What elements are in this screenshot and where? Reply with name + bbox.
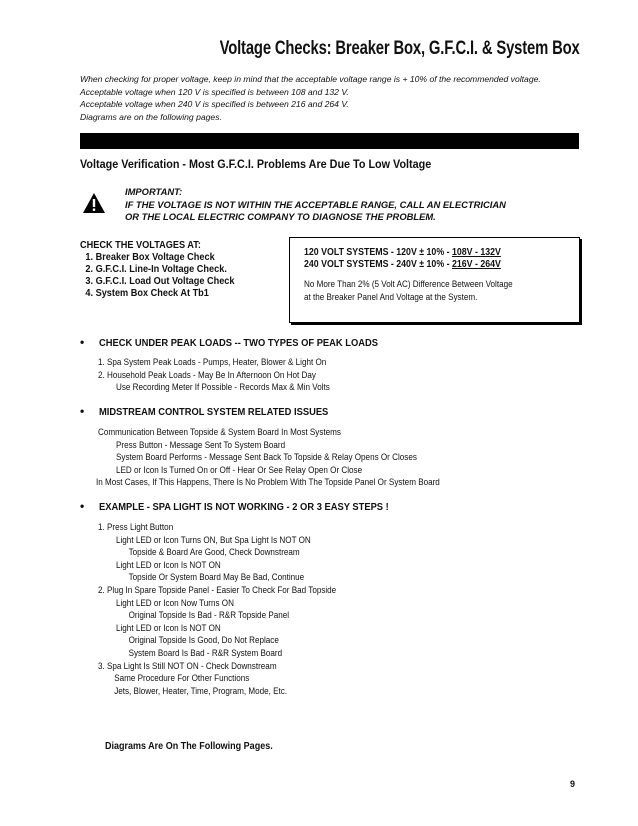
check-voltages-heading: CHECK THE VOLTAGES AT: [80,240,201,251]
bullet-heading-midstream [80,404,354,418]
section-heading: Voltage Verification - Most G.F.C.I. Problems Are Due To Low Voltage [80,157,432,171]
text-line: Same Procedure For Other Functions [114,673,250,684]
text-line: Communication Between Topside & System Board In Most Systems [98,427,341,437]
important-warning [125,186,506,224]
important-line: IF THE VOLTAGE IS NOT WITHIN THE ACCEPTABLE RANGE, CALL AN ELECTRICIAN [125,198,506,210]
text-line: Light LED or Icon Is NOT ON [116,622,221,633]
text-line: Topside Or System Board May Be Bad, Continue [128,572,305,583]
bullet-heading-peak-loads [80,335,409,349]
voltage-range-box [289,237,580,323]
text-line: Press Button - Message Sent To System Board [116,439,286,450]
text-line: LED or Icon Is Turned On or Off - Hear Or See Relay Open Or Close [116,464,363,475]
bullet-dot: • [80,499,85,513]
bullet-dot: • [80,335,85,349]
check-voltages-list [80,240,235,300]
check-item: 4. System Box Check At Tb1 [85,288,209,299]
text-line: 1. Press Light Button [98,522,174,532]
intro-line: Acceptable voltage when 120 V is specified is between 108 and 132 V. [80,86,349,97]
text-line: Light LED or Icon Is NOT ON [116,559,221,570]
bullet-heading-text: EXAMPLE - SPA LIGHT IS NOT WORKING - 2 OR 3 EASY STEPS ! [99,502,389,513]
intro-line: Acceptable voltage when 240 V is specified is between 216 and 264 V. [80,99,349,109]
text-line: Light LED or Icon Turns ON, But Spa Light Is NOT ON [116,534,311,545]
note-line: No More Than 2% (5 Volt AC) Difference Between Voltage [304,279,513,289]
text-line: In Most Cases, If This Happens, There Is No Problem With The Topside Panel Or System Board [96,477,440,488]
voltage-240-line [304,259,546,271]
text-line: 2. Household Peak Loads - May Be In Afternoon On Hot Day [98,369,316,380]
intro-line: When checking for proper voltage, keep in mind that the acceptable voltage range is + 10% of the recommended voltage. [80,74,541,84]
warning-triangle-icon [82,192,106,214]
text-line: Original Topside Is Bad - R&R Topside Panel [128,610,290,621]
text-line: Original Topside Is Good, Do Not Replace [128,635,279,646]
page-title: Voltage Checks: Breaker Box, G.F.C.I. & System Box [219,38,580,59]
text-line: System Board Performs - Message Sent Back To Topside & Relay Opens Or Closes [116,452,417,463]
important-label: IMPORTANT: [125,186,183,197]
voltage-240-range: 216V - 264V [451,259,501,270]
bullet-dot: • [80,404,85,418]
bullet-heading-text: CHECK UNDER PEAK LOADS -- TWO TYPES OF PEAK LOADS [99,338,378,349]
voltage-120-line [304,247,546,259]
peak-loads-lines [98,356,356,394]
text-line: 1. Spa System Peak Loads - Pumps, Heater, Blower & Light On [98,357,327,367]
example-lines [98,521,363,697]
bullet-heading-text: MIDSTREAM CONTROL SYSTEM RELATED ISSUES [99,407,329,418]
section-divider-bar [80,133,579,149]
diagrams-footer-note: Diagrams Are On The Following Pages. [105,741,273,752]
text-line: Light LED or Icon Now Turns ON [116,597,234,608]
text-line: System Board Is Bad - R&R System Board [128,647,283,658]
intro-text [80,73,580,123]
important-line: OR THE LOCAL ELECTRIC COMPANY TO DIAGNOSE THE PROBLEM. [125,211,436,222]
text-line: 3. Spa Light Is Still NOT ON - Check Downstream [98,660,277,671]
voltage-120-prefix: 120 VOLT SYSTEMS - 120V ± 10% - [304,247,452,258]
text-line: Topside & Board Are Good, Check Downstream [128,547,300,558]
text-line: 2. Plug In Spare Topside Panel - Easier To Check For Bad Topside [98,584,337,595]
voltage-120-range: 108V - 132V [451,247,501,258]
intro-line: Diagrams are on the following pages. [80,111,222,122]
note-line: at the Breaker Panel And Voltage at the System. [304,292,478,302]
check-item: 3. G.F.C.I. Load Out Voltage Check [85,276,235,287]
bullet-heading-example [80,499,421,513]
voltage-240-prefix: 240 VOLT SYSTEMS - 240V ± 10% - [304,259,452,270]
midstream-lines [98,426,478,489]
text-line: Jets, Blower, Heater, Time, Program, Mode, Etc. [114,685,288,696]
text-line: Use Recording Meter If Possible - Records Max & Min Volts [116,382,330,393]
page-number: 9 [570,779,576,789]
check-item: 2. G.F.C.I. Line-In Voltage Check. [85,264,227,275]
check-item: 1. Breaker Box Voltage Check [85,252,215,263]
voltage-difference-note [304,278,552,304]
